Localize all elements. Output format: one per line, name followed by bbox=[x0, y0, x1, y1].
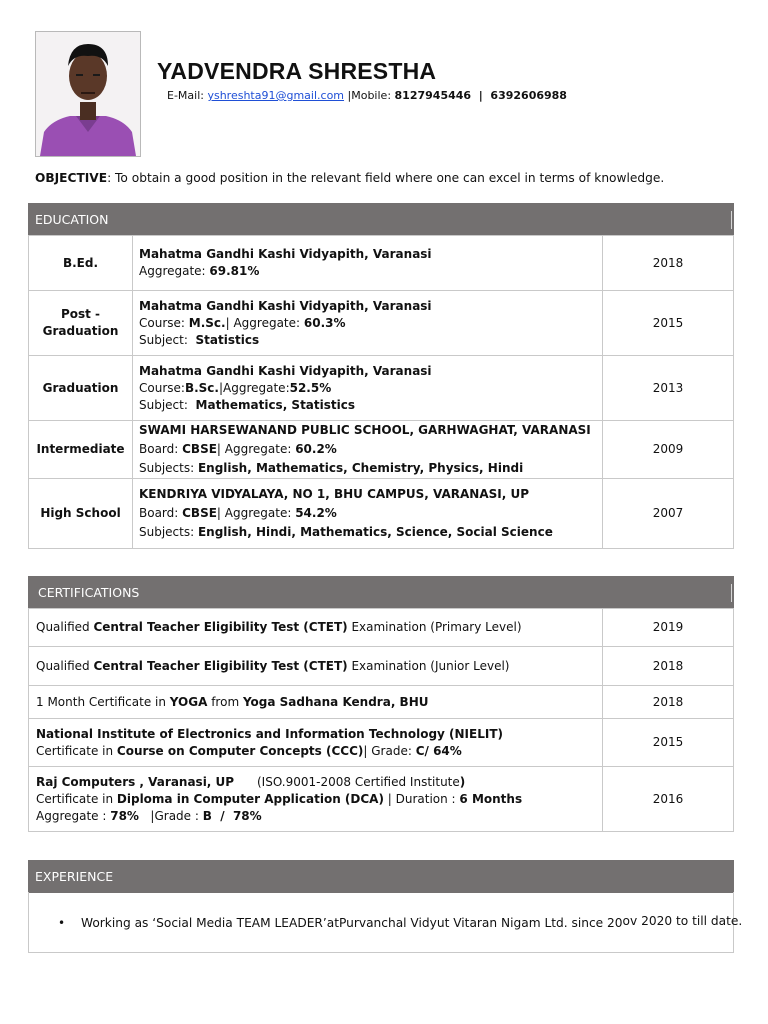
cert-text: Qualified bbox=[36, 620, 94, 634]
cert-institute: Yoga Sadhana Kendra, BHU bbox=[242, 694, 429, 709]
cert-text: | Duration : bbox=[383, 791, 460, 806]
subjects-label: Subjects: bbox=[139, 461, 198, 475]
cert-text: from bbox=[207, 694, 243, 709]
certification-details bbox=[29, 647, 603, 686]
subject-value: Statistics bbox=[195, 332, 260, 347]
education-details bbox=[133, 421, 603, 479]
experience-text: Working as ‘Social Media TEAM LEADER’atPurvanchal Vidyut Vitaran Nigam Ltd. since 20 bbox=[81, 916, 623, 930]
aggregate-label: | Aggregate: bbox=[225, 315, 304, 330]
aggregate-label: | Aggregate: bbox=[216, 506, 296, 520]
email-link[interactable]: yshreshta91@gmail.com bbox=[207, 89, 345, 102]
course-label: Course: bbox=[139, 315, 189, 330]
institute-name: SWAMI HARSEWANAND PUBLIC SCHOOL, GARHWAGHAT, VARANASI bbox=[139, 423, 591, 437]
objective-text: : To obtain a good position in the relevant field where one can excel in terms of knowledge. bbox=[107, 171, 665, 185]
education-level: High School bbox=[29, 479, 133, 549]
subjects-value: English, Hindi, Mathematics, Science, Social Science bbox=[197, 525, 553, 539]
cert-text: 1 Month Certificate in bbox=[36, 694, 170, 709]
aggregate-label: | Aggregate: bbox=[216, 442, 296, 456]
email-label: E-Mail: bbox=[167, 89, 208, 102]
cert-text: Aggregate : bbox=[36, 808, 111, 823]
cert-duration: 6 Months bbox=[459, 791, 523, 806]
education-year: 2013 bbox=[603, 356, 734, 421]
certification-year: 2019 bbox=[603, 609, 734, 647]
board-value: CBSE bbox=[182, 506, 217, 520]
aggregate-value: 54.2% bbox=[295, 506, 337, 520]
board-label: Board: bbox=[139, 442, 183, 456]
board-label: Board: bbox=[139, 506, 183, 520]
aggregate-value: 60.2% bbox=[295, 442, 337, 456]
education-row bbox=[29, 291, 734, 356]
aggregate-value: 60.3% bbox=[303, 315, 346, 330]
education-row bbox=[29, 236, 734, 291]
institute-name: Mahatma Gandhi Kashi Vidyapith, Varanasi bbox=[139, 363, 432, 378]
candidate-name: YADVENDRA SHRESTHA bbox=[157, 58, 437, 84]
aggregate-value: 52.5% bbox=[289, 380, 332, 395]
certification-details bbox=[29, 767, 603, 832]
heading-divider bbox=[731, 211, 732, 229]
education-year: 2009 bbox=[603, 421, 734, 479]
education-details bbox=[133, 236, 603, 291]
cert-text: |Grade : bbox=[138, 808, 203, 823]
aggregate-label: |Aggregate: bbox=[218, 380, 290, 395]
certification-year: 2016 bbox=[603, 767, 734, 832]
cert-text: Certificate in bbox=[36, 791, 117, 806]
cert-grade: B / 78% bbox=[202, 808, 262, 823]
institute-name: Mahatma Gandhi Kashi Vidyapith, Varanasi bbox=[139, 247, 432, 261]
education-year: 2015 bbox=[603, 291, 734, 356]
objective-line bbox=[35, 171, 664, 185]
aggregate-label: Aggregate: bbox=[139, 264, 210, 278]
education-heading: EDUCATION bbox=[35, 212, 109, 227]
cert-institute: Raj Computers , Varanasi, UP bbox=[36, 774, 235, 789]
cert-text: ( bbox=[234, 774, 262, 789]
course-label: Course: bbox=[139, 380, 185, 395]
education-heading-bar bbox=[28, 203, 734, 236]
mobile-number-2: 6392606988 bbox=[490, 89, 567, 102]
cert-text: Examination (Primary Level) bbox=[347, 620, 522, 634]
cert-course: Diploma in Computer Application (DCA) bbox=[116, 791, 384, 806]
subject-value: Mathematics, Statistics bbox=[195, 397, 356, 412]
mobile-number-1: 8127945446 bbox=[394, 89, 472, 102]
cert-exam: Central Teacher Eligibility Test (CTET) bbox=[93, 658, 348, 673]
certifications-heading: CERTIFICATIONS bbox=[38, 585, 140, 600]
institute-name: KENDRIYA VIDYALAYA, NO 1, BHU CAMPUS, VARANASI, UP bbox=[139, 487, 530, 501]
certification-row bbox=[29, 647, 734, 686]
subject-label: Subject: bbox=[139, 332, 196, 347]
cert-aggregate: 78% bbox=[110, 808, 139, 823]
certification-row bbox=[29, 719, 734, 767]
education-details bbox=[133, 479, 603, 549]
profile-photo bbox=[35, 31, 141, 157]
board-value: CBSE bbox=[182, 442, 217, 456]
cert-course: Course on Computer Concepts (CCC) bbox=[116, 743, 364, 758]
experience-text-tail: ov 2020 to till date. bbox=[622, 914, 743, 928]
education-year: 2007 bbox=[603, 479, 734, 549]
cert-subject: YOGA bbox=[169, 694, 208, 709]
certifications-table bbox=[28, 608, 734, 832]
course-value: M.Sc. bbox=[188, 315, 226, 330]
education-level: Post - Graduation bbox=[29, 291, 133, 356]
education-row bbox=[29, 479, 734, 549]
certifications-heading-bar bbox=[28, 576, 734, 609]
education-details bbox=[133, 356, 603, 421]
certification-details bbox=[29, 719, 603, 767]
bullet-point: • bbox=[58, 916, 66, 930]
course-value: B.Sc. bbox=[184, 380, 219, 395]
mobile-label: |Mobile: bbox=[344, 89, 395, 102]
objective-label: OBJECTIVE bbox=[35, 171, 108, 185]
education-details bbox=[133, 291, 603, 356]
mobile-separator: | bbox=[471, 89, 491, 102]
institute-name: Mahatma Gandhi Kashi Vidyapith, Varanasi bbox=[139, 298, 432, 313]
certification-year: 2015 bbox=[603, 719, 734, 767]
education-level: Graduation bbox=[29, 356, 133, 421]
certification-details bbox=[29, 609, 603, 647]
education-row bbox=[29, 356, 734, 421]
cert-text: Certificate in bbox=[36, 743, 117, 758]
subjects-value: English, Mathematics, Chemistry, Physics, Hindi bbox=[197, 461, 524, 475]
cert-institute: National Institute of Electronics and Information Technology (NIELIT) bbox=[36, 726, 503, 741]
certification-year: 2018 bbox=[603, 686, 734, 719]
education-level: Intermediate bbox=[29, 421, 133, 479]
subjects-label: Subjects: bbox=[139, 525, 198, 539]
aggregate-value: 69.81% bbox=[209, 264, 260, 278]
heading-divider bbox=[731, 584, 732, 602]
subject-label: Subject: bbox=[139, 397, 196, 412]
cert-grade: C/ 64% bbox=[415, 743, 462, 758]
education-table bbox=[28, 235, 734, 549]
certification-year: 2018 bbox=[603, 647, 734, 686]
education-year: 2018 bbox=[603, 236, 734, 291]
cert-text: | Grade: bbox=[363, 743, 416, 758]
cert-exam: Central Teacher Eligibility Test (CTET) bbox=[93, 620, 348, 634]
education-row bbox=[29, 421, 734, 479]
cert-accreditation: ISO.9001-2008 Certified Institute bbox=[261, 774, 460, 789]
experience-heading: EXPERIENCE bbox=[35, 869, 114, 884]
certification-row bbox=[29, 686, 734, 719]
cert-text: Examination (Junior Level) bbox=[347, 658, 510, 673]
contact-line bbox=[167, 89, 567, 102]
certification-row bbox=[29, 609, 734, 647]
certification-row bbox=[29, 767, 734, 832]
experience-item bbox=[81, 916, 742, 930]
education-level: B.Ed. bbox=[29, 236, 133, 291]
certification-details bbox=[29, 686, 603, 719]
experience-heading-bar bbox=[28, 860, 734, 893]
cert-text: ) bbox=[459, 774, 466, 789]
cert-text: Qualified bbox=[36, 658, 94, 673]
